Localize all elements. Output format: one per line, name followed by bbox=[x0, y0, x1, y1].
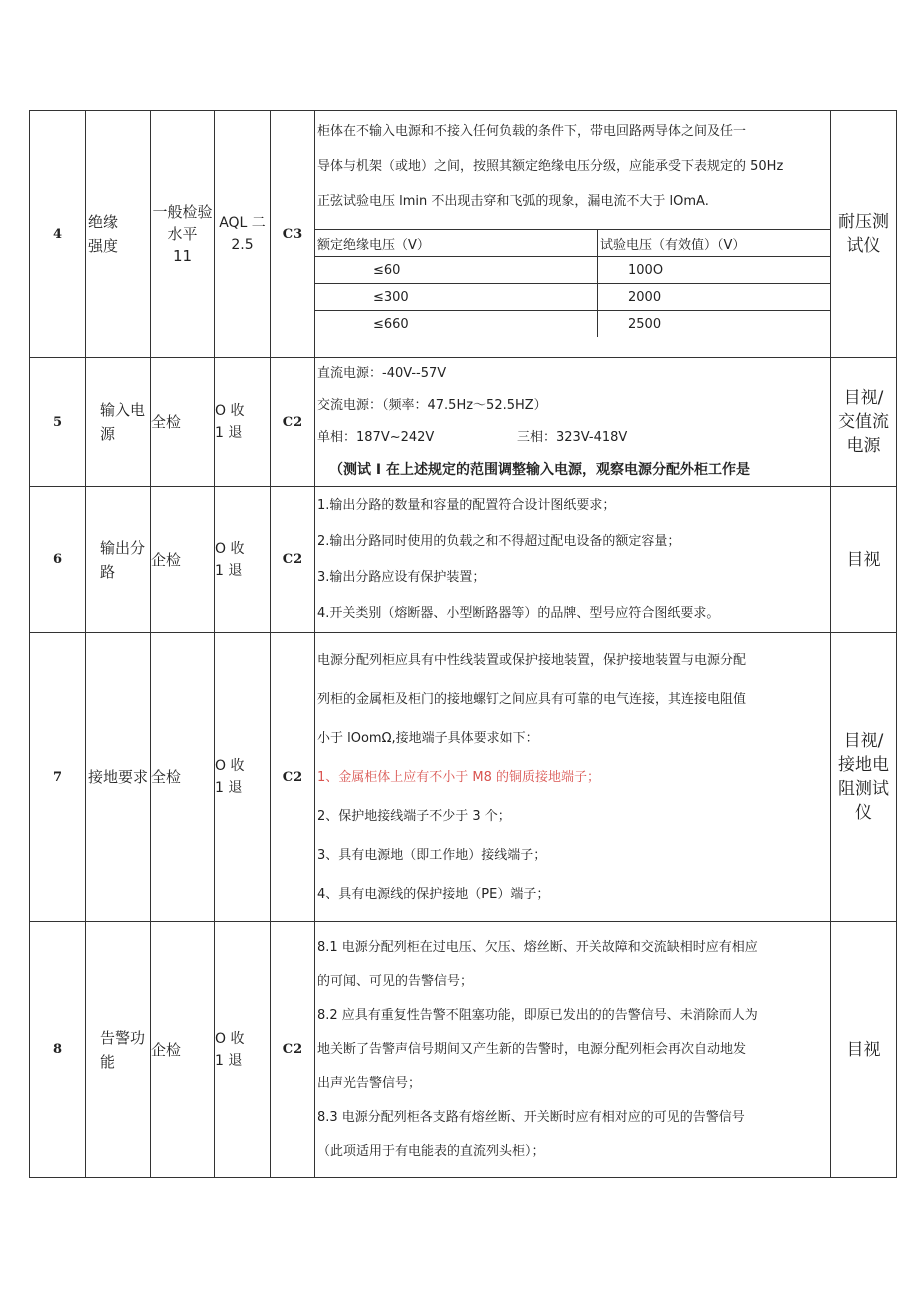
table-row bbox=[30, 633, 897, 922]
item-name: 绝缘 强度 bbox=[86, 111, 151, 358]
aql-value: O 收 1 退 bbox=[215, 922, 271, 1178]
requirement-line: 柜体在不输入电源和不接入任何负载的条件下，带电回路两导体之间及任一 bbox=[317, 124, 747, 139]
requirement-cell bbox=[315, 922, 831, 1178]
requirement-cell bbox=[315, 111, 831, 358]
defect-class: C2 bbox=[271, 358, 315, 487]
item-name: 输入电 源 bbox=[86, 358, 151, 487]
inspection-level: 全检 bbox=[151, 358, 215, 487]
requirement-line: 交流电源：（频率：47.5Hz～52.5HZ） bbox=[317, 398, 547, 413]
requirement-line: 列柜的金属柜及柜门的接地螺钉之间应具有可靠的电气连接，其连接电阻值 bbox=[317, 691, 747, 707]
item-name: 输出分 路 bbox=[86, 487, 151, 633]
test-tool: 目视 bbox=[831, 922, 897, 1178]
row-number: 6 bbox=[30, 487, 86, 633]
requirement-line: 直流电源：-40V--57V bbox=[317, 366, 447, 381]
requirement-cell bbox=[315, 633, 831, 922]
table-row bbox=[30, 358, 897, 487]
inspection-level: 企检 bbox=[151, 922, 215, 1178]
inspection-level: 一般检验 水平 11 bbox=[151, 111, 215, 358]
aql-value: O 收 1 退 bbox=[215, 633, 271, 922]
requirement-line: 2、保护地接线端子不少于 3 个； bbox=[317, 808, 511, 824]
requirement-line: 8.1 电源分配列柜在过电压、欠压、熔丝断、开关故障和交流缺相时应有相应 bbox=[317, 939, 758, 955]
subtable-cell: ≤300 bbox=[315, 284, 598, 311]
requirement-line: 小于 lOomΩ,接地端子具体要求如下： bbox=[317, 730, 539, 746]
item-name: 接地要求 bbox=[86, 633, 151, 922]
aql-value: O 收 1 退 bbox=[215, 358, 271, 487]
subtable-header: 试验电压（有效值）（V） bbox=[598, 230, 831, 257]
inspection-level: 企检 bbox=[151, 487, 215, 633]
row-number: 8 bbox=[30, 922, 86, 1178]
requirement-line: 3.输出分路应设有保护装置； bbox=[317, 569, 486, 585]
requirement-cell bbox=[315, 358, 831, 487]
inspection-table bbox=[29, 110, 897, 1178]
requirement-line: 单相：187V~242V 三相：323V-418V bbox=[317, 430, 628, 445]
requirement-line: 1.输出分路的数量和容量的配置符合设计图纸要求； bbox=[317, 497, 616, 513]
subtable-cell: ≤660 bbox=[315, 311, 598, 338]
aql-value: O 收 1 退 bbox=[215, 487, 271, 633]
test-tool: 耐压测 试仪 bbox=[831, 111, 897, 358]
requirement-line: 4、具有电源线的保护接地（PE）端子； bbox=[317, 886, 550, 902]
requirement-line: 3、具有电源地（即工作地）接线端子； bbox=[317, 847, 547, 863]
subtable-cell: 2500 bbox=[598, 311, 831, 338]
subtable-cell: 2000 bbox=[598, 284, 831, 311]
requirement-line: 4.开关类别（熔断器、小型断路器等）的品牌、型号应符合图纸要求。 bbox=[317, 605, 720, 621]
table-row bbox=[30, 487, 897, 633]
subtable-header: 额定绝缘电压（V） bbox=[315, 230, 598, 257]
subtable-cell: 100O bbox=[598, 257, 831, 284]
defect-class: C2 bbox=[271, 633, 315, 922]
requirement-line: （测试 I 在上述规定的范围调整输入电源，观察电源分配外柜工作是 bbox=[329, 462, 750, 478]
requirement-line: 的可闻、可见的告警信号； bbox=[317, 973, 474, 989]
test-tool: 目视/ 交值流 电源 bbox=[831, 358, 897, 487]
defect-class: C3 bbox=[271, 111, 315, 358]
requirement-line: （此项适用于有电能表的直流列头柜）； bbox=[317, 1143, 545, 1159]
inspection-level: 全检 bbox=[151, 633, 215, 922]
requirement-line: 地关断了告警声信号期间又产生新的告警时，电源分配列柜会再次自动地发 bbox=[317, 1041, 747, 1057]
table-row bbox=[30, 111, 897, 358]
row-number: 4 bbox=[30, 111, 86, 358]
voltage-subtable bbox=[315, 229, 830, 337]
subtable-cell: ≤60 bbox=[315, 257, 598, 284]
requirement-line-highlight: 1、金属柜体上应有不小于 M8 的铜质接地端子； bbox=[317, 769, 601, 785]
table-row bbox=[30, 922, 897, 1178]
defect-class: C2 bbox=[271, 487, 315, 633]
row-number: 7 bbox=[30, 633, 86, 922]
aql-value: AQL 二 2.5 bbox=[215, 111, 271, 358]
requirement-cell bbox=[315, 487, 831, 633]
requirement-line: 电源分配列柜应具有中性线装置或保护接地装置，保护接地装置与电源分配 bbox=[317, 652, 747, 668]
requirement-line: 8.2 应具有重复性告警不阻塞功能，即原已发出的的告警信号、未消除而人为 bbox=[317, 1007, 758, 1023]
requirement-line: 2.输出分路同时使用的负载之和不得超过配电设备的额定容量； bbox=[317, 533, 681, 549]
requirement-line: 出声光告警信号； bbox=[317, 1075, 422, 1091]
requirement-line: 导体与机架（或地）之间，按照其额定绝缘电压分级，应能承受下表规定的 50Hz bbox=[317, 159, 784, 174]
test-tool: 目视 bbox=[831, 487, 897, 633]
defect-class: C2 bbox=[271, 922, 315, 1178]
requirement-line: 正弦试验电压 lmin 不出现击穿和飞弧的现象，漏电流不大于 lOmA. bbox=[317, 194, 709, 209]
row-number: 5 bbox=[30, 358, 86, 487]
test-tool: 目视/ 接地电 阻测试 仪 bbox=[831, 633, 897, 922]
requirement-line: 8.3 电源分配列柜各支路有熔丝断、开关断时应有相对应的可见的告警信号 bbox=[317, 1109, 745, 1125]
item-name: 告警功 能 bbox=[86, 922, 151, 1178]
